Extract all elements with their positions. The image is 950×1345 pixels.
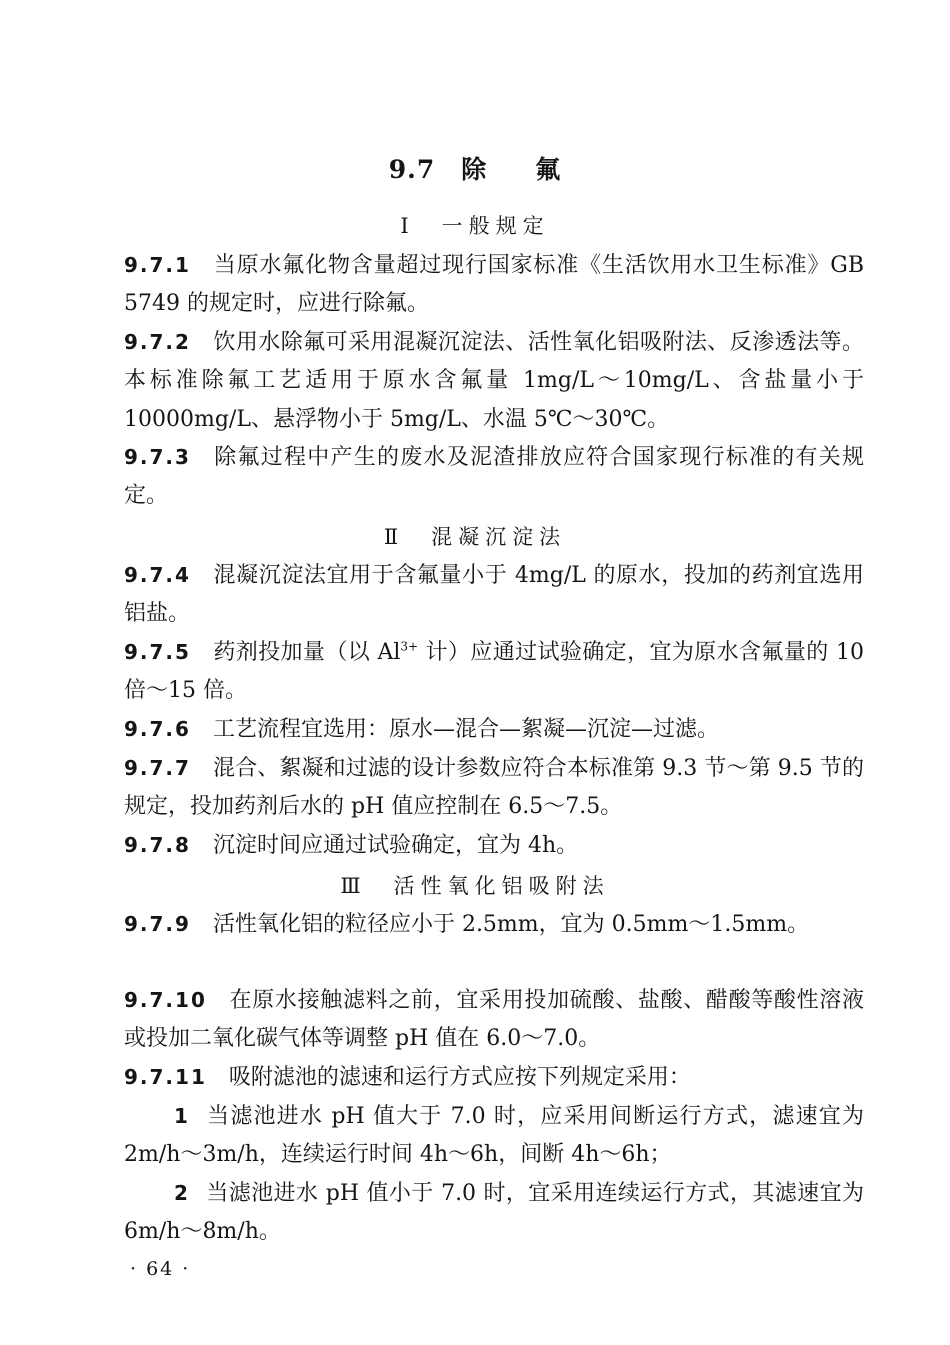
clause-number: 9.7.5 — [124, 640, 191, 664]
clause-text: 药剂投加量（以 Al — [212, 640, 401, 665]
item-text: 当滤池进水 pH 值大于 7.0 时，应采用间断运行方式，滤速宜为 2m/h～3m/h，连续运行时间 4h～6h，间断 4h～6h； — [124, 1104, 864, 1168]
clause-9-7-2 — [124, 323, 864, 439]
clause-text: 在原水接触滤料之前，宜采用投加硫酸、盐酸、醋酸等酸性溶液或投加二氧化碳气体等调整 pH 值在 6.0～7.0。 — [124, 988, 864, 1052]
item-text: 当滤池进水 pH 值小于 7.0 时，宜采用连续运行方式，其滤速宜为 6m/h～8m/h。 — [124, 1181, 864, 1245]
section-title-part2: 氟 — [535, 155, 562, 184]
section-title — [0, 150, 950, 186]
clause-number: 9.7.7 — [124, 756, 191, 780]
clause-text: 吸附滤池的滤速和运行方式应按下列规定采用： — [228, 1065, 691, 1090]
list-item-2 — [124, 1174, 864, 1252]
clause-9-7-10 — [124, 981, 864, 1059]
clause-number: 9.7.11 — [124, 1065, 207, 1089]
clause-text: 混合、絮凝和过滤的设计参数应符合本标准第 9.3 节～第 9.5 节的规定，投加药剂后水的 pH 值应控制在 6.5～7.5。 — [124, 756, 864, 820]
clause-number: 9.7.2 — [124, 330, 191, 354]
superscript-charge: 3+ — [400, 639, 419, 654]
clause-9-7-11 — [124, 1058, 864, 1097]
clause-number: 9.7.8 — [124, 833, 191, 857]
clause-9-7-4 — [124, 556, 864, 634]
clause-number: 9.7.3 — [124, 445, 191, 469]
item-number: 1 — [174, 1104, 188, 1128]
clause-number: 9.7.6 — [124, 717, 191, 741]
page-number: · 64 · — [130, 1258, 191, 1280]
clause-9-7-5 — [124, 633, 864, 711]
clause-number: 9.7.1 — [124, 253, 191, 277]
subsection-general: Ⅰ 一般规定 — [400, 214, 550, 238]
clause-text-cont: 计）应通过试验确定，宜为原水含氟量的 10 倍～15 倍。 — [124, 640, 864, 704]
clause-number: 9.7.10 — [124, 988, 207, 1012]
clause-text: 饮用水除氟可采用混凝沉淀法、活性氧化铝吸附法、反渗透法等。本标准除氟工艺适用于原水含氟量 1mg/L～10mg/L、含盐量小于 10000mg/L、悬浮物小于 5mg/L、水温 5℃～30℃。 — [124, 330, 864, 432]
item-number: 2 — [174, 1181, 188, 1205]
clause-text: 活性氧化铝的粒径应小于 2.5mm，宜为 0.5mm～1.5mm。 — [212, 912, 810, 937]
clause-number: 9.7.4 — [124, 563, 191, 587]
subsection-alumina: Ⅲ 活性氧化铝吸附法 — [340, 874, 610, 898]
clause-9-7-3 — [124, 438, 864, 516]
clause-9-7-8 — [124, 826, 864, 865]
clause-text: 工艺流程宜选用：原水—混合—絮凝—沉淀—过滤。 — [212, 717, 719, 742]
clause-text: 除氟过程中产生的废水及泥渣排放应符合国家现行标准的有关规定。 — [124, 445, 864, 509]
section-number: 9.7 — [388, 155, 436, 184]
subsection-coagulation: Ⅱ 混凝沉淀法 — [383, 525, 567, 549]
clause-9-7-1 — [124, 246, 864, 324]
clause-number: 9.7.9 — [124, 912, 191, 936]
clause-text: 沉淀时间应通过试验确定，宜为 4h。 — [212, 833, 579, 858]
clause-text: 混凝沉淀法宜用于含氟量小于 4mg/L 的原水，投加的药剂宜选用铝盐。 — [124, 563, 864, 627]
clause-9-7-9 — [124, 905, 864, 944]
clause-9-7-6 — [124, 710, 864, 749]
list-item-1 — [124, 1097, 864, 1175]
clause-9-7-7 — [124, 749, 864, 827]
clause-text: 当原水氟化物含量超过现行国家标准《生活饮用水卫生标准》GB 5749 的规定时，应进行除氟。 — [124, 253, 864, 317]
section-title-part1: 除 — [461, 155, 488, 184]
